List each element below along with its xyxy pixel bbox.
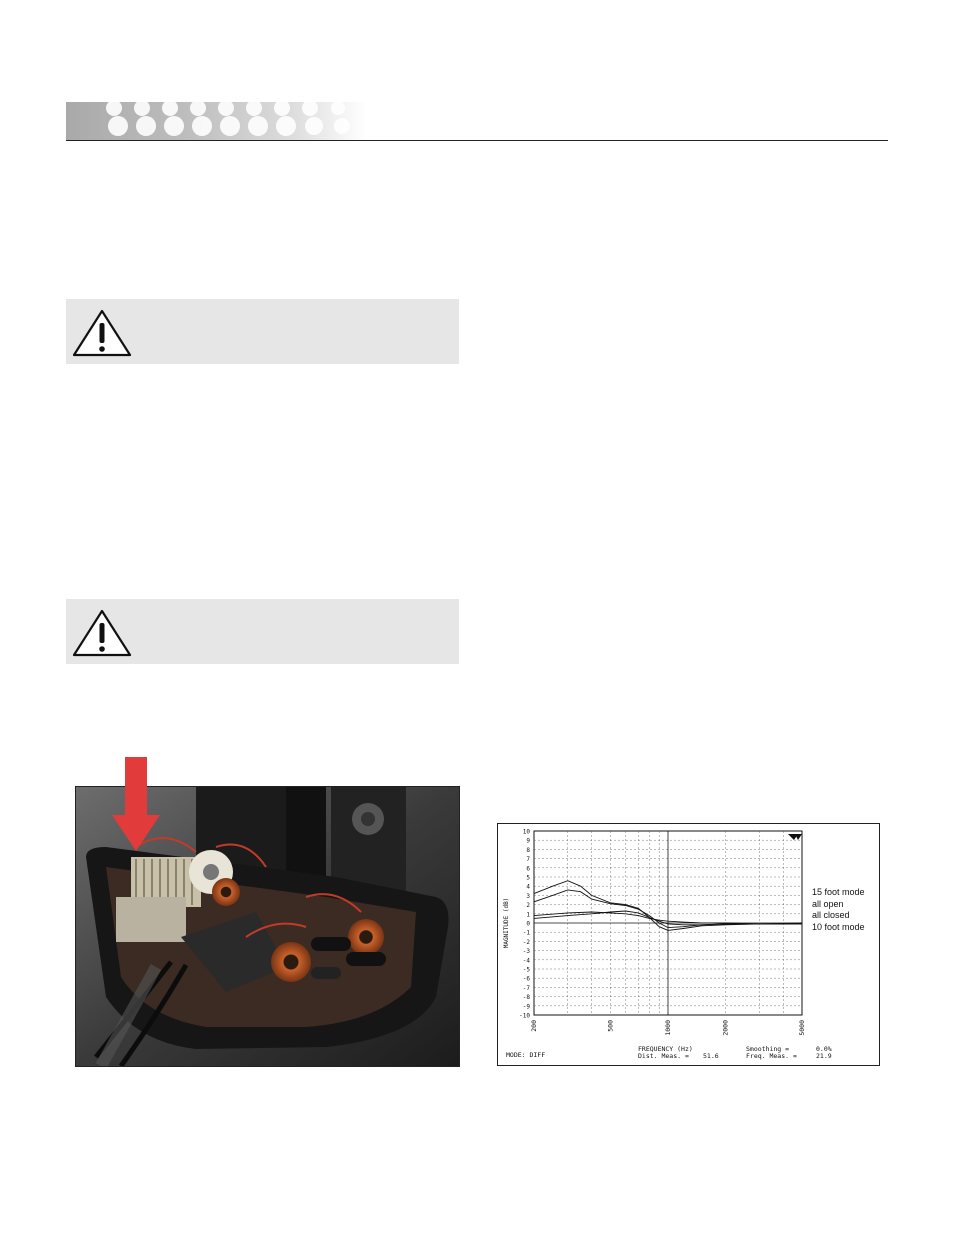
y-tick-label: 7 xyxy=(526,856,530,864)
chart-mode-label: MODE: DIFF xyxy=(506,1051,546,1059)
y-tick-label: -5 xyxy=(522,966,530,974)
y-axis-label: MAGNITUDE (dB) xyxy=(503,897,510,949)
y-tick-label: 3 xyxy=(526,892,530,900)
dist-meas-value: 51.6 xyxy=(703,1052,719,1060)
y-tick-label: -9 xyxy=(522,1003,530,1011)
freq-meas-label: Freq. Meas. = xyxy=(746,1052,797,1060)
warning-triangle-icon xyxy=(72,609,132,657)
dot-pattern-decoration xyxy=(66,102,366,140)
y-tick-label: -8 xyxy=(522,994,530,1002)
header-rule xyxy=(66,140,888,141)
y-tick-label: -4 xyxy=(522,957,530,965)
y-tick-label: 0 xyxy=(526,920,530,928)
smoothing-value: 0.0% xyxy=(816,1045,832,1053)
y-tick-label: 6 xyxy=(526,865,530,873)
y-tick-label: 5 xyxy=(526,874,530,882)
warning-box-2 xyxy=(66,599,459,664)
y-tick-label: 2 xyxy=(526,902,530,910)
y-tick-label: -7 xyxy=(522,984,530,992)
legend-entry: all closed xyxy=(812,910,850,920)
warning-triangle-icon xyxy=(72,309,132,357)
x-tick-label: 500 xyxy=(606,1020,615,1032)
y-tick-label: 1 xyxy=(526,911,530,919)
y-tick-label: 9 xyxy=(526,837,530,845)
legend-entry: 15 foot mode xyxy=(812,887,865,897)
y-tick-label: 4 xyxy=(526,883,530,891)
section-header-banner xyxy=(66,102,366,140)
chart-logo-icon xyxy=(788,834,802,840)
dist-meas-label: Dist. Meas. = xyxy=(638,1052,689,1060)
x-tick-label: 5000 xyxy=(798,1020,806,1036)
y-tick-label: -1 xyxy=(522,929,530,937)
y-tick-label: -10 xyxy=(519,1012,530,1020)
y-tick-label: -3 xyxy=(522,948,530,956)
smoothing-label: Smoothing = xyxy=(746,1045,790,1053)
legend-entry: all open xyxy=(812,898,844,909)
chart-legend xyxy=(812,887,865,933)
freq-meas-value: 21.9 xyxy=(816,1052,832,1060)
legend-entry: 10 foot mode xyxy=(812,921,865,932)
x-axis-label: FREQUENCY (Hz) xyxy=(638,1045,693,1053)
x-tick-label: 1000 xyxy=(664,1020,672,1036)
red-arrow-indicator xyxy=(112,757,162,853)
frequency-response-chart xyxy=(497,823,880,1066)
x-tick-label: 2000 xyxy=(721,1020,730,1036)
y-tick-label: 8 xyxy=(526,846,530,854)
warning-box-1 xyxy=(66,299,459,364)
y-tick-label: -2 xyxy=(522,938,530,946)
x-tick-label: 200 xyxy=(530,1020,538,1032)
chart-svg xyxy=(498,824,879,1065)
y-tick-label: 10 xyxy=(522,828,530,836)
y-tick-label: -6 xyxy=(522,975,530,983)
